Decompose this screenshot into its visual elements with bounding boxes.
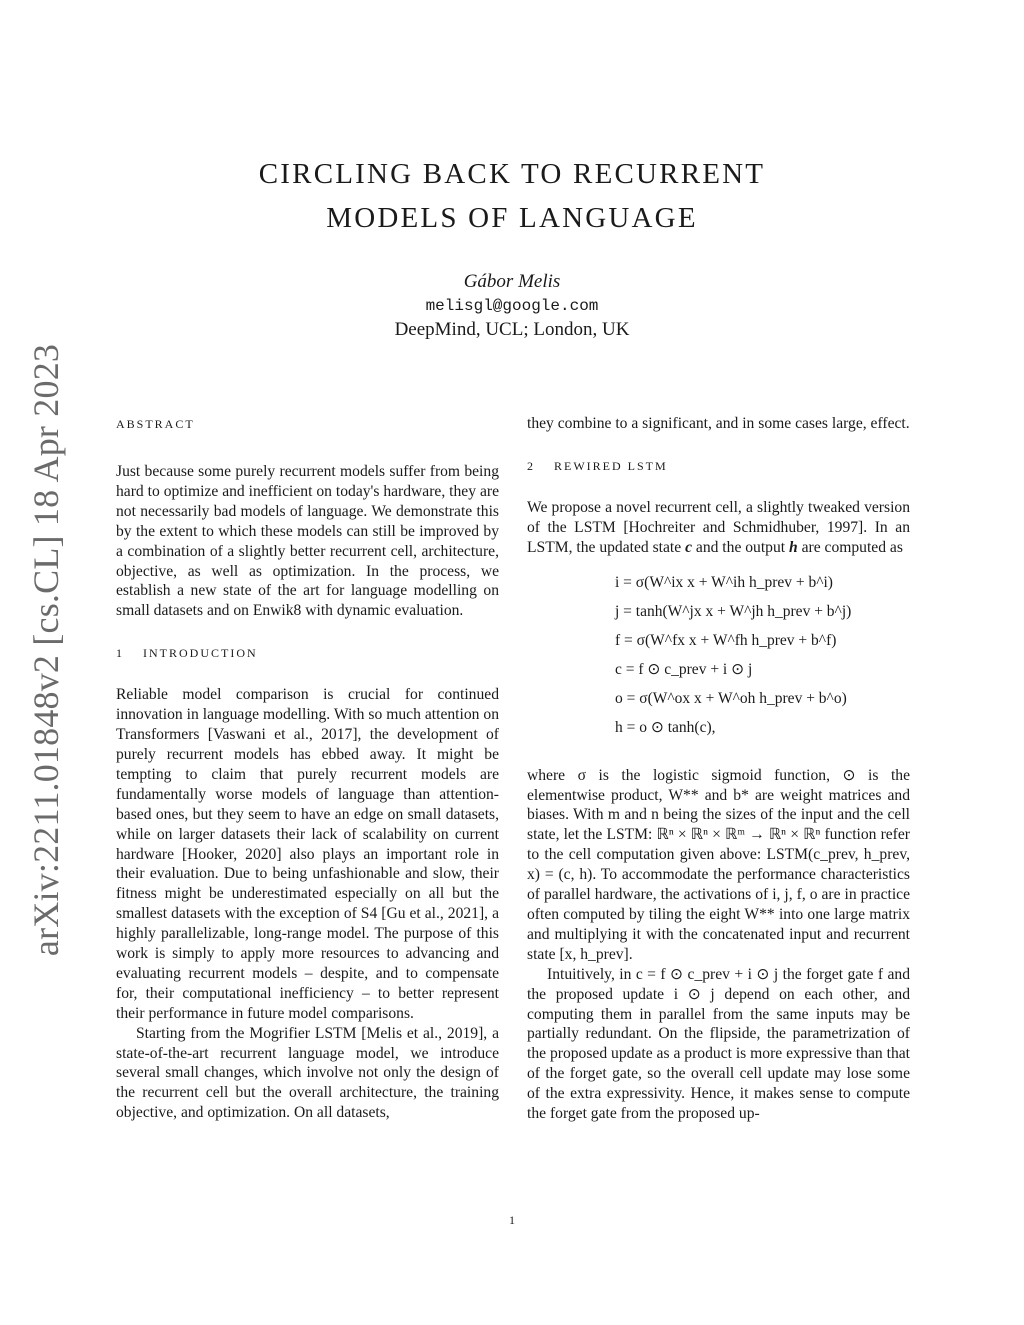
title-line-1: CIRCLING BACK TO RECURRENT xyxy=(258,158,766,190)
equation-forget-gate: f = σ(W^fx x + W^fh h_prev + b^f) xyxy=(615,631,837,649)
abstract-text: Just because some purely recurrent models suffer from being hard to optimize and inefficient on today's hardware, they are not necessarily bad models of language. We demonstrate this by the extent to which these models can still be improved by a combination of a slightly better recurrent cell, architecture, objective, as well as optimization. In the process, we establish a new state of the art for language modelling on small datasets and on Enwik8 with dynamic evaluation. xyxy=(116,463,499,620)
equation-hidden-state: h = o ⊙ tanh(c), xyxy=(615,718,716,736)
equation-output-gate: o = σ(W^ox x + W^oh h_prev + b^o) xyxy=(615,689,847,707)
author-name: Gábor Melis xyxy=(463,271,561,292)
intro-paragraph-2-continued: they combine to a significant, and in some cases large, effect. xyxy=(527,415,910,432)
intuition-paragraph: Intuitively, in c = f ⊙ c_prev + i ⊙ j the forget gate f and the proposed update i ⊙ j depend on each other, and computing them in parallel from the same inputs may be partially redundant. On the flipside, the parametrization of the proposed update as a product is more expressive than that of the forget gate, so the overall cell update may lose some of the extra expressivity. Hence, it makes sense to compute the forget gate from the proposed up- xyxy=(527,965,910,1123)
section-1-title: INTRODUCTION xyxy=(143,646,258,661)
author-block xyxy=(150,270,874,342)
left-column xyxy=(116,414,499,1123)
arxiv-identifier: arXiv:2211.01848v2 [cs.CL] 18 Apr 2023 xyxy=(26,343,66,957)
right-column xyxy=(527,414,910,1124)
equation-input-gate: i = σ(W^ix x + W^ih h_prev + b^i) xyxy=(615,573,833,591)
author-affiliation: DeepMind, UCL; London, UK xyxy=(394,319,630,340)
intro-paragraph-1: Reliable model comparison is crucial for continued innovation in language modelling. With so much attention on Transformers [Vaswani et al., 2017], the development of purely recurrent models has ebbed away. It might be tempting to claim that purely recurrent models are fundamentally worse models of language than attention-based ones, but they seem to have an edge on small datasets, while on larger datasets their lack of scalability on current hardware [Hooker, 2020] also plays an important role in their evaluation. Due to being unfashionable and slow, their fitness might be underestimated especially on all but the smallest datasets with the exception of S4 [Gu et al., 2021], a highly parallelizable, long-range model. The purpose of this work is simply to apply more resources to advancing and evaluating recurrent models – despite, and to compensate for, their computational inefficiency – to better represent their performance in future model comparisons. xyxy=(116,686,499,1022)
intro-paragraph-2: Starting from the Mogrifier LSTM [Melis et al., 2019], a state-of-the-art recurrent language model, we introduce several small changes, which involve not only the design of the recurrent cell but the overall architecture, the training objective, and optimization. On all datasets, xyxy=(116,1024,499,1122)
lstm-equations xyxy=(527,568,910,742)
equation-cell-state: c = f ⊙ c_prev + i ⊙ j xyxy=(615,660,753,678)
var-c: c xyxy=(685,538,692,556)
lstm-description: where σ is the logistic sigmoid function, ⊙ is the elementwise product, W** and b* are weight matrices and biases. With m and n being the sizes of the input and the cell state, let the LSTM: ℝⁿ × ℝⁿ × ℝᵐ → ℝⁿ × ℝⁿ function refer to the cell computation given above: LSTM(c_prev, h_prev, x) = (c, h). To accommodate the performance characteristics of parallel hardware, the activations of i, j, f, o are in practice often computed by tiling the eight W** into one large matrix and multiplying it with the concatenated input and recurrent state [x, h_prev]. xyxy=(527,766,910,963)
section-1-number: 1 xyxy=(116,646,124,661)
page-number: 1 xyxy=(509,1213,515,1227)
title-line-2: MODELS OF LANGUAGE xyxy=(326,202,698,234)
section-2-title: REWIRED LSTM xyxy=(554,458,668,473)
section-1-heading xyxy=(116,643,499,663)
paper-title xyxy=(150,152,874,240)
author-email[interactable]: melisgl@google.com xyxy=(425,297,599,315)
lstm-intro: We propose a novel recurrent cell, a slightly tweaked version of the LSTM [Hochreiter and Schmidhuber, 1997]. In an LSTM, the updated state c and the output h are computed as xyxy=(527,498,910,556)
section-2-number: 2 xyxy=(527,458,535,473)
equation-candidate: j = tanh(W^jx x + W^jh h_prev + b^j) xyxy=(615,602,852,620)
var-h: h xyxy=(789,538,798,556)
abstract-heading: ABSTRACT xyxy=(116,417,195,431)
section-2-heading xyxy=(527,456,910,476)
